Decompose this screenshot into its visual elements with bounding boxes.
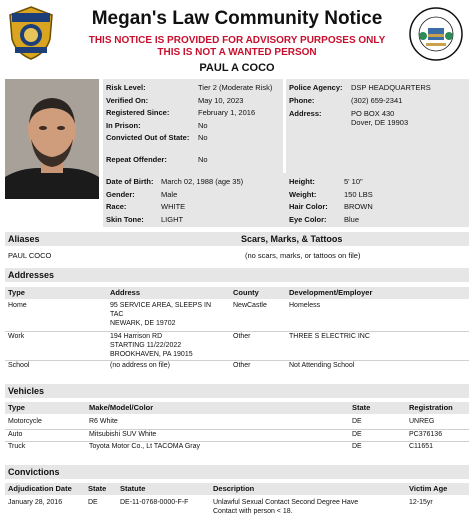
address-line: 194 Harrison RD xyxy=(110,333,163,340)
vehicle-type: Auto xyxy=(8,430,23,438)
vehicle-registration: UNREG xyxy=(409,418,435,425)
info-value: Tier 2 (Moderate Risk) xyxy=(198,83,273,92)
col-description: Description xyxy=(213,484,255,493)
address-line: (no address on file) xyxy=(110,362,170,369)
vehicle-state: DE xyxy=(352,430,362,438)
physical-label: Hair Color: xyxy=(289,202,328,211)
physical-value: LIGHT xyxy=(161,214,184,224)
row-divider xyxy=(5,360,469,361)
physical-label: Race: xyxy=(106,202,127,211)
addresses-header: Addresses xyxy=(5,268,469,282)
info-value: No xyxy=(198,120,208,130)
conviction-state: DE xyxy=(88,499,98,506)
table-row xyxy=(5,499,469,519)
table-row xyxy=(5,431,469,442)
physical-value: March 02, 1988 (age 35) xyxy=(161,177,244,186)
vehicle-state: DE xyxy=(352,443,362,450)
address-employer: Not Attending School xyxy=(289,362,355,369)
address-line: BROOKHAVEN, PA 19015 xyxy=(110,351,193,358)
col-address: Address xyxy=(110,288,141,297)
physical-label: Height: xyxy=(289,177,315,186)
offender-photo xyxy=(5,79,99,199)
physical-value: WHITE xyxy=(161,202,186,211)
col-adjudication-date: Adjudication Date xyxy=(8,484,72,493)
agency-value: PO BOX 430 xyxy=(351,109,395,118)
col-registration: Registration xyxy=(409,403,453,412)
address-county: Other xyxy=(233,362,251,369)
address-county: Other xyxy=(233,333,251,340)
row-divider xyxy=(5,331,469,332)
info-label: Convicted Out of State: xyxy=(106,133,190,142)
aliases-title: Aliases xyxy=(8,234,40,244)
info-value: May 10, 2023 xyxy=(198,95,244,105)
info-label: Registered Since: xyxy=(106,108,170,117)
table-row xyxy=(5,302,469,330)
physical-value: BROWN xyxy=(344,202,373,211)
info-value: No xyxy=(198,155,208,164)
row-divider xyxy=(5,429,469,430)
physical-value: Male xyxy=(161,189,178,199)
scars-title: Scars, Marks, & Tattoos xyxy=(241,234,343,244)
col-state: State xyxy=(352,403,371,412)
offender-name: PAUL A COCO xyxy=(199,62,275,74)
conviction-victim-age: 12-15yr xyxy=(409,499,433,506)
address-line: TAC xyxy=(110,311,124,318)
vehicle-type: Motorcycle xyxy=(8,418,42,425)
vehicle-model: Toyota Motor Co., Lt TACOMA Gray xyxy=(89,443,200,450)
vehicle-model: Mitsubishi SUV White xyxy=(89,430,157,438)
vehicle-model: R6 White xyxy=(89,418,118,425)
physical-label: Weight: xyxy=(289,189,317,199)
vehicles-columns xyxy=(5,402,469,414)
page-title: Megan's Law Community Notice xyxy=(91,8,383,29)
row-divider xyxy=(5,441,469,442)
col-employer: Development/Employer xyxy=(289,288,373,297)
physical-label: Eye Color: xyxy=(289,214,327,224)
info-value: February 1, 2016 xyxy=(198,108,256,117)
agency-value: (302) 659-2341 xyxy=(351,96,403,105)
aliases-scars-header xyxy=(5,232,469,246)
not-wanted-warning: THIS IS NOT A WANTED PERSON xyxy=(157,47,317,58)
address-type: Home xyxy=(8,302,27,309)
table-row xyxy=(5,333,469,361)
agency-label: Phone: xyxy=(289,96,315,105)
address-employer: THREE S ELECTRIC INC xyxy=(289,333,370,340)
advisory-warning: THIS NOTICE IS PROVIDED FOR ADVISORY PURPOSES ONLY xyxy=(88,35,386,46)
addresses-columns xyxy=(5,287,469,299)
conviction-statute: DE-11-0768-0000-F-F xyxy=(120,499,189,506)
agency-label: Police Agency: xyxy=(289,83,343,92)
physical-label: Skin Tone: xyxy=(106,214,144,224)
address-line: STARTING 11/22/2022 xyxy=(110,342,182,349)
conviction-description: Contact with person < 18. xyxy=(213,508,293,515)
address-county: NewCastle xyxy=(233,302,267,309)
physical-description-panel xyxy=(103,173,469,227)
agency-value: DSP HEADQUARTERS xyxy=(351,83,431,92)
address-line: NEWARK, DE 19702 xyxy=(110,320,176,327)
info-label: Repeat Offender: xyxy=(106,155,167,164)
col-statute: Statute xyxy=(120,484,146,493)
col-state: State xyxy=(88,484,107,493)
vehicle-registration: PC376136 xyxy=(409,430,443,438)
scars-text: (no scars, marks, or tattoos on file) xyxy=(245,251,361,260)
physical-value: 150 LBS xyxy=(344,189,373,199)
table-row xyxy=(5,418,469,429)
vehicle-registration: C11651 xyxy=(409,443,434,450)
info-label: Verified On: xyxy=(106,95,149,105)
address-type: Work xyxy=(8,333,25,340)
physical-value: Blue xyxy=(344,214,360,224)
col-county: County xyxy=(233,288,259,297)
vehicles-header: Vehicles xyxy=(5,384,469,398)
address-type: School xyxy=(8,362,30,369)
vehicle-state: DE xyxy=(352,418,362,425)
info-label: In Prison: xyxy=(106,120,141,130)
physical-value: 5' 10" xyxy=(344,177,363,186)
col-type: Type xyxy=(8,403,25,412)
delaware-state-seal xyxy=(408,6,464,62)
vehicle-type: Truck xyxy=(8,443,26,450)
agency-value: Dover, DE 19903 xyxy=(351,118,409,127)
physical-label: Date of Birth: xyxy=(106,177,154,186)
address-line: 95 SERVICE AREA, SLEEPS IN xyxy=(110,302,212,309)
info-label: Risk Level: xyxy=(106,83,146,92)
col-type: Type xyxy=(8,288,25,297)
info-value: No xyxy=(198,133,208,142)
conviction-description: Unlawful Sexual Contact Second Degree Have xyxy=(213,499,359,506)
alias-item: PAUL COCO xyxy=(8,251,52,260)
address-employer: Homeless xyxy=(289,302,321,309)
physical-label: Gender: xyxy=(106,189,135,199)
col-victim-age: Victim Age xyxy=(409,484,448,493)
convictions-header: Convictions xyxy=(5,465,469,479)
agency-label: Address: xyxy=(289,109,322,118)
col-make-model: Make/Model/Color xyxy=(89,403,154,412)
convictions-columns xyxy=(5,483,469,495)
table-row xyxy=(5,443,469,454)
conviction-date: January 28, 2016 xyxy=(8,499,63,506)
